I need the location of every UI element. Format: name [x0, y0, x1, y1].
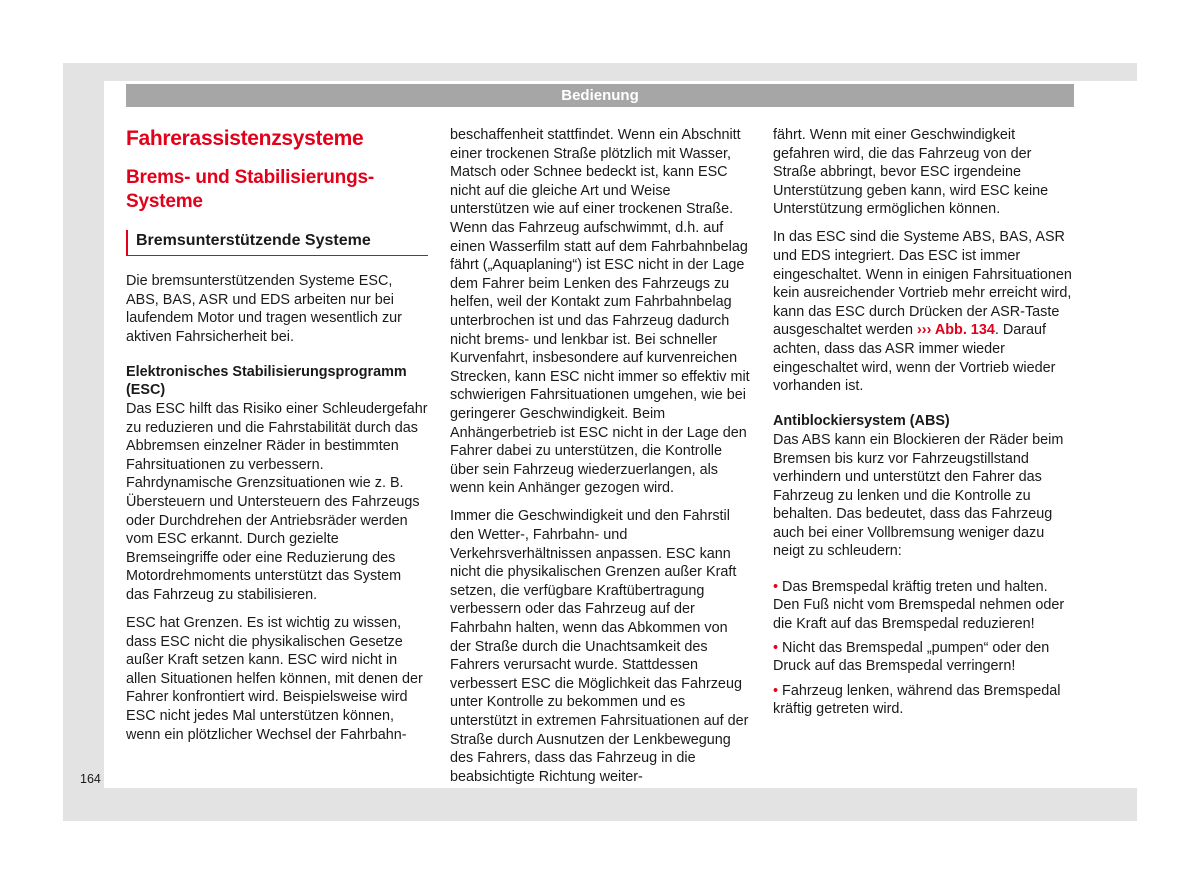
abs-paragraph: Das ABS kann ein Blockieren der Räder beim Bremsen bis kurz vor Fahrzeugstillstand verhindern und unterstützt den Fahrer das Fahrzeug zu lenken und die Kontrolle zu behalten. Das bedeutet, dass das Fahrzeug auch bei einer Vollbremsung weniger dazu neigt zu schleudern: — [773, 431, 1064, 560]
page-number: 164 — [80, 772, 101, 786]
bullet-item — [773, 578, 1073, 634]
esc-paragraph-1: Das ESC hilft das Risiko einer Schleudergefahr zu reduzieren und die Fahrstabilität durch das Abbremsen einzelner Räder in bestimmten Fahrsituationen zu verbessern. Fahrdynamische Grenzsituationen wie z. B. Übersteuern und Untersteuern des Fahrzeugs oder Durchdrehen der Antriebsräder werden vom ESC erkannt. Durch gezielte Bremseingriffe oder eine Reduzierung des Motordrehmoments unterstützt das System das Fahrzeug zu stabilisieren. — [126, 401, 428, 603]
bullet-text: Fahrzeug lenken, während das Bremspedal kräftig getreten wird. — [773, 682, 1061, 718]
bullet-icon: • — [773, 578, 779, 595]
esc-integration-text-end: . Darauf achten, dass das ASR immer wieder eingeschaltet wird, wenn der Vortrieb wieder vorhanden ist. — [773, 322, 1056, 395]
column-3 — [773, 126, 1073, 728]
chapter-title: Fahrerassistenzsysteme — [126, 127, 364, 150]
bullet-text: Nicht das Bremspedal „pumpen“ oder den Druck auf das Bremspedal verringern! — [773, 639, 1050, 675]
bullet-icon: • — [773, 682, 779, 699]
intro-paragraph: Die bremsunterstützenden Systeme ESC, ABS, BAS, ASR und EDS arbeiten nur bei laufendem Motor und tragen wesentlich zur aktiven Fahrsicherheit bei. — [126, 273, 402, 345]
esc-paragraph-2: ESC hat Grenzen. Es ist wichtig zu wissen, dass ESC nicht die physikalischen Gesetze außer Kraft setzen kann. ESC wird nicht in allen Situationen helfen können, mit denen der Fahrer konfrontiert wird. Beispielsweise wird ESC nicht jedes Mal unterstützen können, wenn ein plötzlicher Wechsel der Fahrbahn- — [126, 615, 423, 743]
esc-heading: Elektronisches Stabilisierungsprogramm (ESC) — [126, 363, 407, 399]
figure-reference-link[interactable]: ››› Abb. 134 — [917, 322, 995, 339]
section-header-bar: Bedienung — [126, 84, 1074, 107]
abs-heading: Antiblockiersystem (ABS) — [773, 413, 950, 430]
esc-paragraph-4: Immer die Geschwindigkeit und den Fahrstil den Wetter-, Fahrbahn- und Verkehrsverhältnissen anpassen. ESC kann nicht die physikalischen Grenzen außer Kraft setzen, die verfügbare Kraftübertragung verbessern oder das Fahrzeug auf der Fahrbahn halten, wenn das Abkommen von der Straße durch die Unachtsamkeit des Fahrers verursacht wurde. Stattdessen verbessert ESC die Möglichkeit das Fahrzeug unter Kontrolle zu bekommen und es unterstützt in extremen Fahrsituationen auf der Straße durch Ausnutzen der Lenkbewegung des Fahrers, dass das Fahrzeug in die beabsichtigte Richtung weiter- — [450, 508, 749, 785]
column-2 — [450, 126, 750, 796]
bullet-text: Das Bremspedal kräftig treten und halten. Den Fuß nicht vom Bremspedal nehmen oder die Kraft auf das Bremspedal reduzieren! — [773, 578, 1065, 632]
esc-integration-paragraph — [773, 228, 1073, 395]
column-1 — [126, 126, 428, 754]
esc-integration-text: In das ESC sind die Systeme ABS, BAS, ASR und EDS integriert. Das ESC ist immer eingeschaltet. Wenn in einigen Fahrsituationen kein ausreichender Vortrieb mehr erreicht wird, kann das ESC durch Drücken der ASR-Taste ausgeschaltet werden — [773, 229, 1072, 339]
bullet-icon: • — [773, 639, 779, 656]
esc-paragraph-3: beschaffenheit stattfindet. Wenn ein Abschnitt einer trockenen Straße plötzlich mit Wasser, Matsch oder Schnee bedeckt ist, kann ESC nicht auf die gleiche Art und Weise unterstützen wie auf einer trockenen Straße. Wenn das Fahrzeug aufschwimmt, d.h. auf einen Wasserfilm statt auf dem Fahrbahnbelag fährt („Aquaplaning“) ist ESC nicht in der Lage dem Fahrer beim Lenken des Fahrzeugs zu helfen, weil der Kontakt zum Fahrbahnbelag unterbrochen ist und das Fahrzeug dadurch nicht brems- und lenkbar ist. Bei schneller Kurvenfahrt, insbesondere auf kurvenreichen Strecken, kann ESC nicht immer so effektiv mit schwierigen Fahrsituationen umgehen, wie bei geringerer Geschwindigkeit. Beim Anhängerbetrieb ist ESC nicht in der Lage den Fahrer dabei zu unterstützen, die Kontrolle über sein Fahrzeug wiederzuerlangen, als wenn kein Anhänger gezogen wird. — [450, 127, 750, 497]
esc-paragraph-5: fährt. Wenn mit einer Geschwindigkeit gefahren wird, die das Fahrzeug von der Straße abbringt, bevor ESC irgendeine Unterstützung geben kann, wird ESC keine Unterstützung ermöglichen können. — [773, 127, 1049, 218]
bullet-item — [773, 639, 1073, 676]
subsection-heading: Bremsunterstützende Systeme — [126, 230, 428, 256]
bullet-item — [773, 682, 1073, 719]
section-title: Brems- und Stabilisierungs-Systeme — [126, 167, 374, 212]
